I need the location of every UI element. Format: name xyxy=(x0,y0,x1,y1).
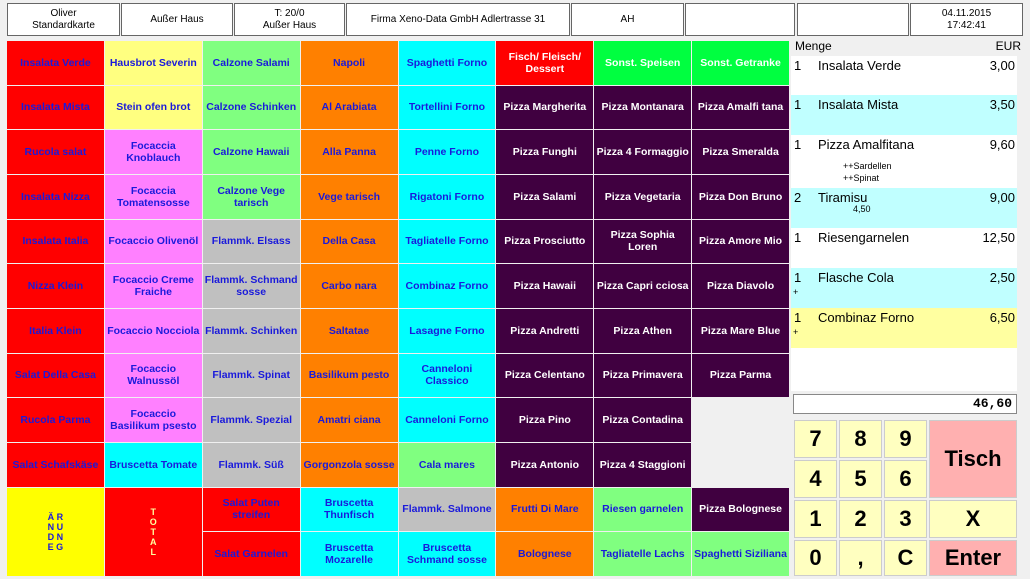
menu-button[interactable]: Insalata Nizza xyxy=(7,175,104,219)
order-qty: 1 xyxy=(794,310,802,325)
menu-button[interactable]: Pizza 4 Staggioni xyxy=(594,443,691,487)
menu-button[interactable]: Pizza Sophia Loren xyxy=(594,220,691,264)
menu-button[interactable]: Focaccio Creme Fraiche xyxy=(105,264,202,308)
menu-button[interactable]: Focaccio Nocciola xyxy=(105,309,202,353)
menu-button[interactable] xyxy=(692,398,789,442)
menu-button[interactable]: Pizza Andretti xyxy=(496,309,593,353)
date-label: 04.11.2015 xyxy=(941,7,992,19)
menu-button[interactable]: Focaccia Tomatensosse xyxy=(105,175,202,219)
menu-button[interactable]: Pizza Pino xyxy=(496,398,593,442)
menu-button[interactable]: Canneloni Forno xyxy=(399,398,496,442)
key-8[interactable]: 8 xyxy=(839,420,882,458)
menu-button[interactable]: Tagliatelle Forno xyxy=(399,220,496,264)
menu-button[interactable]: Italia Klein xyxy=(7,309,104,353)
menu-button[interactable]: Insalata Mista xyxy=(7,86,104,130)
key-clear[interactable]: C xyxy=(884,540,927,576)
menu-button[interactable]: Riesen garnelen xyxy=(594,488,691,532)
menu-button[interactable]: Al Arabiata xyxy=(301,86,398,130)
menu-button[interactable]: Carbo nara xyxy=(301,264,398,308)
order-name: Pizza Amalfitana xyxy=(818,137,915,152)
menu-button[interactable]: Napoli xyxy=(301,41,398,85)
key-comma[interactable]: , xyxy=(839,540,882,576)
menu-button[interactable]: Pizza Bolognese xyxy=(692,488,789,532)
qty-header: Menge xyxy=(795,39,832,53)
menu-button[interactable]: Pizza Smeralda xyxy=(692,130,789,174)
menu-button[interactable]: Pizza Amore Mio xyxy=(692,220,789,264)
menu-button[interactable]: Penne Forno xyxy=(399,130,496,174)
company-box xyxy=(346,3,570,36)
menu-button[interactable]: Bruscetta Thunfisch xyxy=(301,488,398,532)
header-bar xyxy=(0,0,1030,40)
order-list[interactable] xyxy=(791,56,1017,391)
order-price: 9,00 xyxy=(989,190,1015,205)
key-5[interactable]: 5 xyxy=(839,460,882,498)
menu-button[interactable]: Basilikum pesto xyxy=(301,354,398,398)
menu-button[interactable]: Calzone Hawaii xyxy=(203,130,300,174)
code-box xyxy=(571,3,684,36)
order-name: Combinaz Forno xyxy=(818,310,915,325)
order-item[interactable] xyxy=(791,188,1017,228)
order-item[interactable] xyxy=(791,228,1017,268)
menu-button[interactable]: Flammk. Spinat xyxy=(203,354,300,398)
order-qty: 2 xyxy=(794,190,802,205)
order-name: Flasche Cola xyxy=(818,270,894,285)
order-price: 12,50 xyxy=(982,230,1015,245)
code-label: AH xyxy=(620,13,635,25)
menu-button[interactable]: Stein ofen brot xyxy=(105,86,202,130)
menu-button[interactable]: Combinaz Forno xyxy=(399,264,496,308)
menu-button[interactable]: Canneloni Classico xyxy=(399,354,496,398)
menu-button[interactable]: Calzone Schinken xyxy=(203,86,300,130)
table-number: T: 20/0 xyxy=(274,7,305,19)
change-button[interactable]: Ä R N U D N E G xyxy=(7,488,104,576)
menu-button[interactable]: Salat Garnelen xyxy=(203,532,300,576)
menu-button[interactable]: Tagliatelle Lachs xyxy=(594,532,691,576)
order-item[interactable] xyxy=(791,135,1017,188)
menu-button[interactable]: Pizza Parma xyxy=(692,354,789,398)
key-7[interactable]: 7 xyxy=(794,420,837,458)
menu-button[interactable]: Insalata Verde xyxy=(7,41,104,85)
empty-box-2 xyxy=(797,3,909,36)
menu-button[interactable]: Fisch/ Fleisch/ Dessert xyxy=(496,41,593,85)
order-name: Tiramisu xyxy=(818,190,868,205)
order-extra: ++Sardellen xyxy=(843,161,892,171)
menu-button[interactable]: Pizza Hawaii xyxy=(496,264,593,308)
key-9[interactable]: 9 xyxy=(884,420,927,458)
menu-button[interactable]: Sonst. Speisen xyxy=(594,41,691,85)
menu-button[interactable]: Salat Puten streifen xyxy=(203,488,300,532)
datetime-box xyxy=(910,3,1023,36)
menu-button[interactable]: Rucola Parma xyxy=(7,398,104,442)
menu-button[interactable]: Hausbrot Severin xyxy=(105,41,202,85)
waiter-name: Oliver xyxy=(50,7,77,19)
key-6[interactable]: 6 xyxy=(884,460,927,498)
menu-button[interactable]: Flammk. Schinken xyxy=(203,309,300,353)
enter-button[interactable]: Enter xyxy=(929,540,1017,576)
menu-button[interactable]: Salat Schafskäse xyxy=(7,443,104,487)
menu-button[interactable]: Flammk. Elsass xyxy=(203,220,300,264)
menu-button[interactable]: Flammk. Schmand sosse xyxy=(203,264,300,308)
menu-button[interactable]: Pizza Mare Blue xyxy=(692,309,789,353)
menu-button[interactable]: Focaccio Walnussöl xyxy=(105,354,202,398)
order-qty: 1 xyxy=(794,58,802,73)
order-header xyxy=(791,37,1025,55)
menu-button[interactable]: Sonst. Getranke xyxy=(692,41,789,85)
order-name: Insalata Mista xyxy=(818,97,899,112)
menu-button[interactable]: Saltatae xyxy=(301,309,398,353)
menu-button[interactable]: Pizza Capri cciosa xyxy=(594,264,691,308)
menu-button[interactable]: Bruscetta Mozarelle xyxy=(301,532,398,576)
menu-button[interactable]: Nizza Klein xyxy=(7,264,104,308)
waiter-box xyxy=(7,3,120,36)
menu-grid xyxy=(7,41,789,576)
menu-button[interactable]: Gorgonzola sosse xyxy=(301,443,398,487)
table-box xyxy=(234,3,345,36)
menu-button[interactable]: Pizza Athen xyxy=(594,309,691,353)
order-qty: 1 xyxy=(794,270,802,285)
order-price: 9,60 xyxy=(989,137,1015,152)
order-qty: 1 xyxy=(794,137,802,152)
menu-button[interactable]: Tortellini Forno xyxy=(399,86,496,130)
menu-button[interactable]: Bruscetta Tomate xyxy=(105,443,202,487)
menu-button[interactable]: Alla Panna xyxy=(301,130,398,174)
menu-button[interactable]: Della Casa xyxy=(301,220,398,264)
order-total: 46,60 xyxy=(793,394,1017,414)
menu-button[interactable]: Pizza Contadina xyxy=(594,398,691,442)
menu-card: Standardkarte xyxy=(32,19,95,31)
menu-button[interactable]: Focaccia Knoblauch xyxy=(105,130,202,174)
menu-button[interactable]: Pizza Don Bruno xyxy=(692,175,789,219)
order-item[interactable] xyxy=(791,268,1017,308)
menu-button[interactable]: Pizza Antonio xyxy=(496,443,593,487)
company-name: Firma Xeno-Data GmbH Adlertrasse 31 xyxy=(370,13,546,25)
order-item-selected[interactable] xyxy=(791,308,1017,348)
menu-button[interactable]: Frutti Di Mare xyxy=(496,488,593,532)
table-mode: Außer Haus xyxy=(262,19,317,31)
order-extra: + xyxy=(793,327,799,337)
menu-button[interactable]: Pizza Primavera xyxy=(594,354,691,398)
order-item[interactable] xyxy=(791,56,1017,95)
menu-button[interactable]: Spaghetti Siziliana xyxy=(692,532,789,576)
menu-button[interactable]: Rucola salat xyxy=(7,130,104,174)
mode-label: Außer Haus xyxy=(150,13,204,25)
tisch-button[interactable]: Tisch xyxy=(929,420,1017,498)
menu-button[interactable]: Amatri ciana xyxy=(301,398,398,442)
menu-button[interactable]: Spaghetti Forno xyxy=(399,41,496,85)
mode-box xyxy=(121,3,233,36)
menu-button[interactable]: Focaccio Basilikum psesto xyxy=(105,398,202,442)
menu-button[interactable]: Cala mares xyxy=(399,443,496,487)
order-name: Riesengarnelen xyxy=(818,230,910,245)
empty-box-1 xyxy=(685,3,795,36)
menu-button[interactable]: Lasagne Forno xyxy=(399,309,496,353)
menu-button[interactable]: Pizza Amalfi tana xyxy=(692,86,789,130)
key-2[interactable]: 2 xyxy=(839,500,882,538)
menu-button[interactable]: Pizza Montanara xyxy=(594,86,691,130)
menu-button[interactable]: Pizza Vegetaria xyxy=(594,175,691,219)
menu-button[interactable]: Rigatoni Forno xyxy=(399,175,496,219)
menu-button[interactable]: Flammk. Spezial xyxy=(203,398,300,442)
menu-button[interactable]: Vege tarisch xyxy=(301,175,398,219)
menu-button[interactable]: Pizza Celentano xyxy=(496,354,593,398)
order-price: 6,50 xyxy=(989,310,1015,325)
menu-button[interactable]: Pizza Diavolo xyxy=(692,264,789,308)
menu-button[interactable]: Pizza 4 Formaggio xyxy=(594,130,691,174)
time-label: 17:42:41 xyxy=(947,19,986,31)
order-item[interactable] xyxy=(791,95,1017,135)
order-qty: 1 xyxy=(794,97,802,112)
menu-button[interactable] xyxy=(692,443,789,487)
key-1[interactable]: 1 xyxy=(794,500,837,538)
order-extra: + xyxy=(793,287,799,297)
key-4[interactable]: 4 xyxy=(794,460,837,498)
key-0[interactable]: 0 xyxy=(794,540,837,576)
order-price: 3,00 xyxy=(989,58,1015,73)
menu-button[interactable]: Flammk. Salmone xyxy=(399,488,496,532)
menu-button[interactable]: Insalata Italia xyxy=(7,220,104,264)
order-name: Insalata Verde xyxy=(818,58,902,73)
menu-button[interactable]: Bruscetta Schmand sosse xyxy=(399,532,496,576)
menu-button[interactable]: Pizza Margherita xyxy=(496,86,593,130)
menu-button[interactable]: Focaccio Olivenöl xyxy=(105,220,202,264)
order-extra: ++Spinat xyxy=(843,173,880,183)
menu-button[interactable]: Flammk. Süß xyxy=(203,443,300,487)
menu-button[interactable]: Pizza Prosciutto xyxy=(496,220,593,264)
x-button[interactable]: X xyxy=(929,500,1017,538)
menu-button[interactable]: Bolognese xyxy=(496,532,593,576)
menu-button[interactable]: Pizza Salami xyxy=(496,175,593,219)
order-qty: 1 xyxy=(794,230,802,245)
key-3[interactable]: 3 xyxy=(884,500,927,538)
order-unit-price: 4,50 xyxy=(853,204,871,214)
menu-button[interactable]: Salat Della Casa xyxy=(7,354,104,398)
currency-header: EUR xyxy=(995,39,1021,53)
order-price: 2,50 xyxy=(989,270,1015,285)
total-button[interactable]: T O T A L xyxy=(105,488,202,576)
order-price: 3,50 xyxy=(989,97,1015,112)
menu-button[interactable]: Pizza Funghi xyxy=(496,130,593,174)
menu-button[interactable]: Calzone Salami xyxy=(203,41,300,85)
menu-button[interactable]: Calzone Vege tarisch xyxy=(203,175,300,219)
